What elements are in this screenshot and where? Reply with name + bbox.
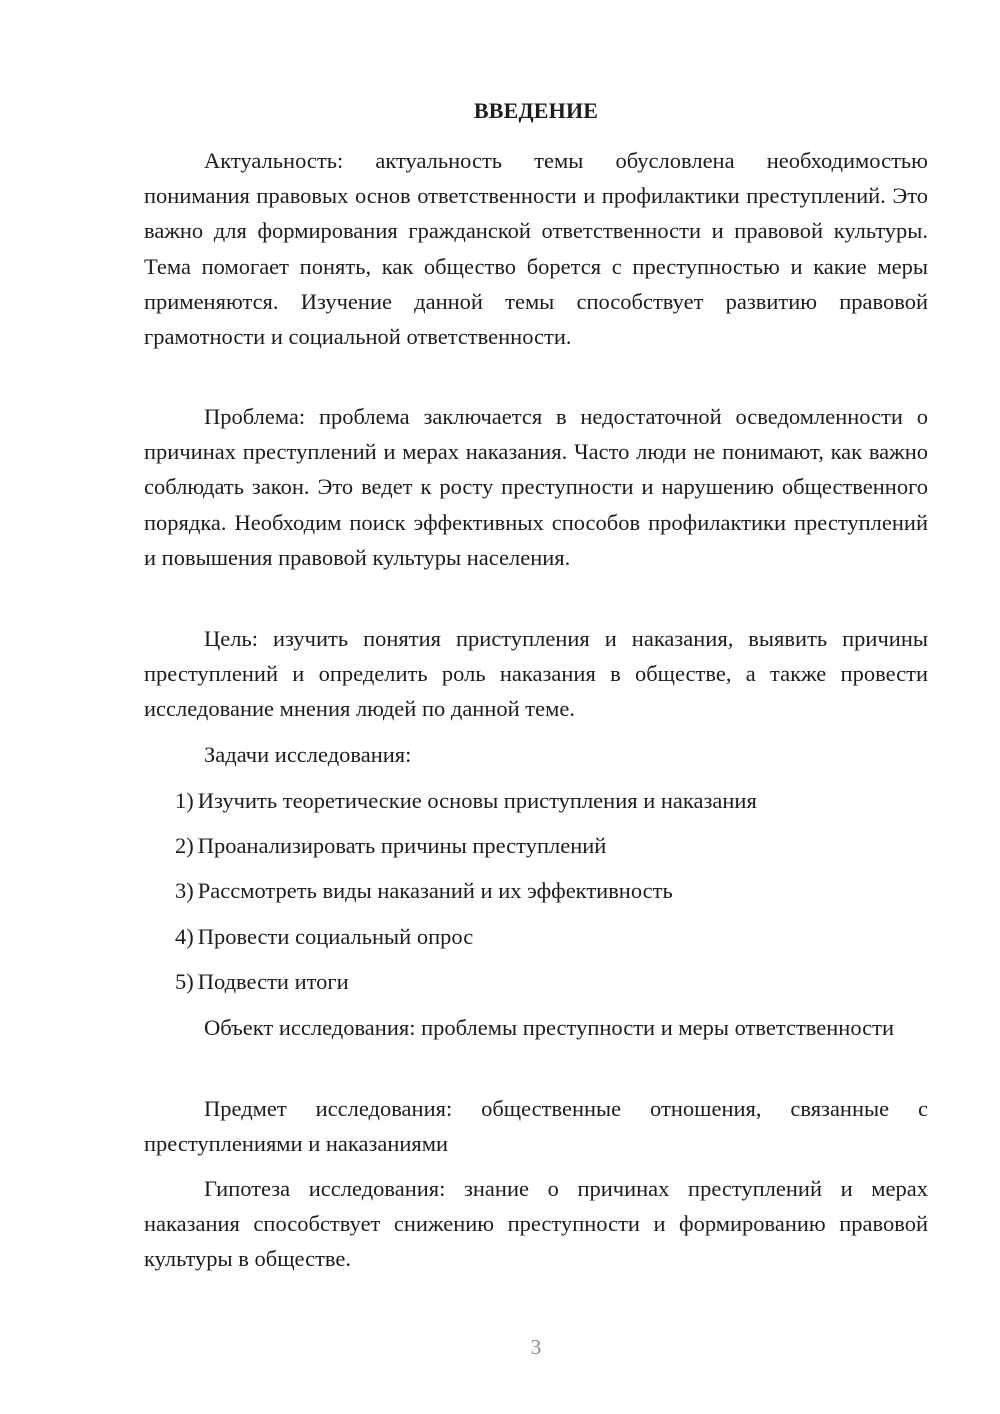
page-number: 3 bbox=[530, 1335, 542, 1359]
paragraph-goal: Цель: изучить понятия приступления и наказания, выявить причины преступлений и определить роль наказания в обществе, а также провести исследование мнения людей по данной теме. bbox=[144, 626, 928, 722]
list-item-number: 2) bbox=[175, 833, 194, 858]
list-item bbox=[175, 876, 935, 906]
list-item bbox=[175, 831, 935, 861]
paragraph-relevance: Актуальность: актуальность темы обусловлена необходимостью понимания правовых основ ответственности и профилактики преступлений. Это важно для формирования гражданской ответственности и правовой культуры. Тема помогает понять, как общество борется с преступностью и какие меры применяются. Изучение данной темы способствует развитию правовой грамотности и социальной ответственности. bbox=[144, 148, 928, 350]
list-item-text: Провести социальный опрос bbox=[197, 924, 474, 949]
list-item-number: 3) bbox=[175, 878, 194, 903]
paragraph-hypothesis: Гипотеза исследования: знание о причинах преступлений и мерах наказания способствует снижению преступности и формированию правовой культуры в обществе. bbox=[144, 1176, 928, 1272]
tasks-heading: Задачи исследования: bbox=[204, 742, 412, 767]
paragraph-problem: Проблема: проблема заключается в недостаточной осведомленности о причинах преступлений и мерах наказания. Часто люди не понимают, как важно соблюдать закон. Это ведет к росту преступности и нарушению общественного порядка. Необходим поиск эффективных способов профилактики преступлений и повышения правовой культуры населения. bbox=[144, 404, 928, 570]
list-item bbox=[175, 786, 935, 816]
paragraph-object: Объект исследования: проблемы преступности и меры ответственности bbox=[204, 1015, 895, 1040]
list-item-number: 4) bbox=[175, 924, 194, 949]
paragraph-subject: Предмет исследования: общественные отношения, связанные с преступлениями и наказаниями bbox=[144, 1096, 928, 1157]
list-item-text: Изучить теоретические основы приступления и наказания bbox=[197, 788, 757, 813]
list-item-text: Проанализировать причины преступлений bbox=[197, 833, 607, 858]
list-item-text: Подвести итоги bbox=[197, 969, 349, 994]
list-item bbox=[175, 967, 935, 997]
list-item bbox=[175, 922, 935, 952]
list-item-number: 5) bbox=[175, 969, 194, 994]
list-item-text: Рассмотреть виды наказаний и их эффективность bbox=[197, 878, 673, 903]
list-item-number: 1) bbox=[175, 788, 194, 813]
section-title: ВВЕДЕНИЕ bbox=[473, 98, 599, 123]
